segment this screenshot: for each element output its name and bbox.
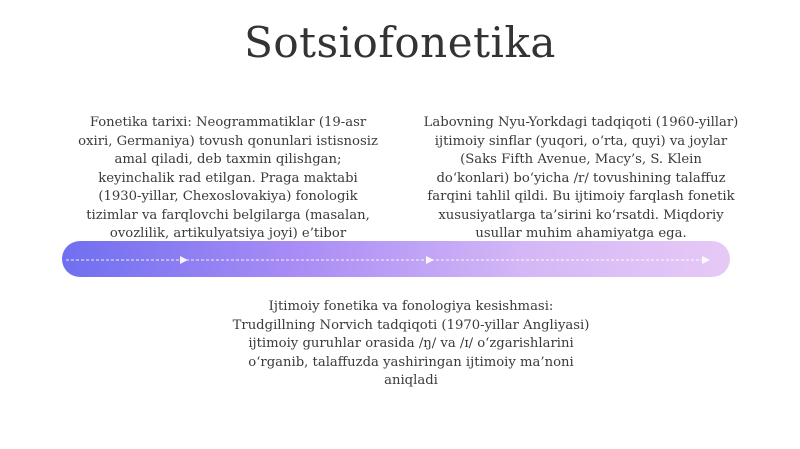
arrow-icon [180, 256, 188, 264]
timeline-text-bottom: Ijtimoiy fonetika va fonologiya kesishmasi: Trudgillning Norvich tadqiqoti (1970-yillar Angliyasi) ijtimoiy guruhlar orasida /ŋ/ va /ɪ/ o‘zgarishlarini o‘rganib, talaffuzda yashiringan ijtimoiy ma’noni aniqladi [232, 299, 590, 388]
arrow-icon [426, 256, 434, 264]
timeline-text-right: Labovning Nyu-Yorkdagi tadqiqoti (1960-yillar) ijtimoiy sinflar (yuqori, o‘rta, quyi) va joylar (Saks Fifth Avenue, Macy’s, S. Klein do‘konlari) bo‘yicha /r/ tovushining talaffuz farqini tahlil qildi. Bu ijtimoiy farqlash fonetik xususiyatlarga ta’sirini ko‘rsatdi. Miqdoriy usullar muhim ahamiyatga ega. [423, 115, 739, 241]
timeline-text-left: Fonetika tarixi: Neogrammatiklar (19-asr oxiri, Germaniya) tovush qonunlari istisnosiz amal qiladi, deb taxmin qilishgan; keyinchalik rad etilgan. Praga maktabi (1930-yillar, Chexoslovakiya) fonologik tizimlar va farqlovchi belgilarga (masalan, ovozlilik, artikulyatsiya joyi) e’tibor [78, 115, 378, 241]
timeline-arrows [62, 250, 730, 270]
arrow-icon [702, 256, 710, 264]
slide-title: Sotsiofonetika [244, 18, 556, 67]
